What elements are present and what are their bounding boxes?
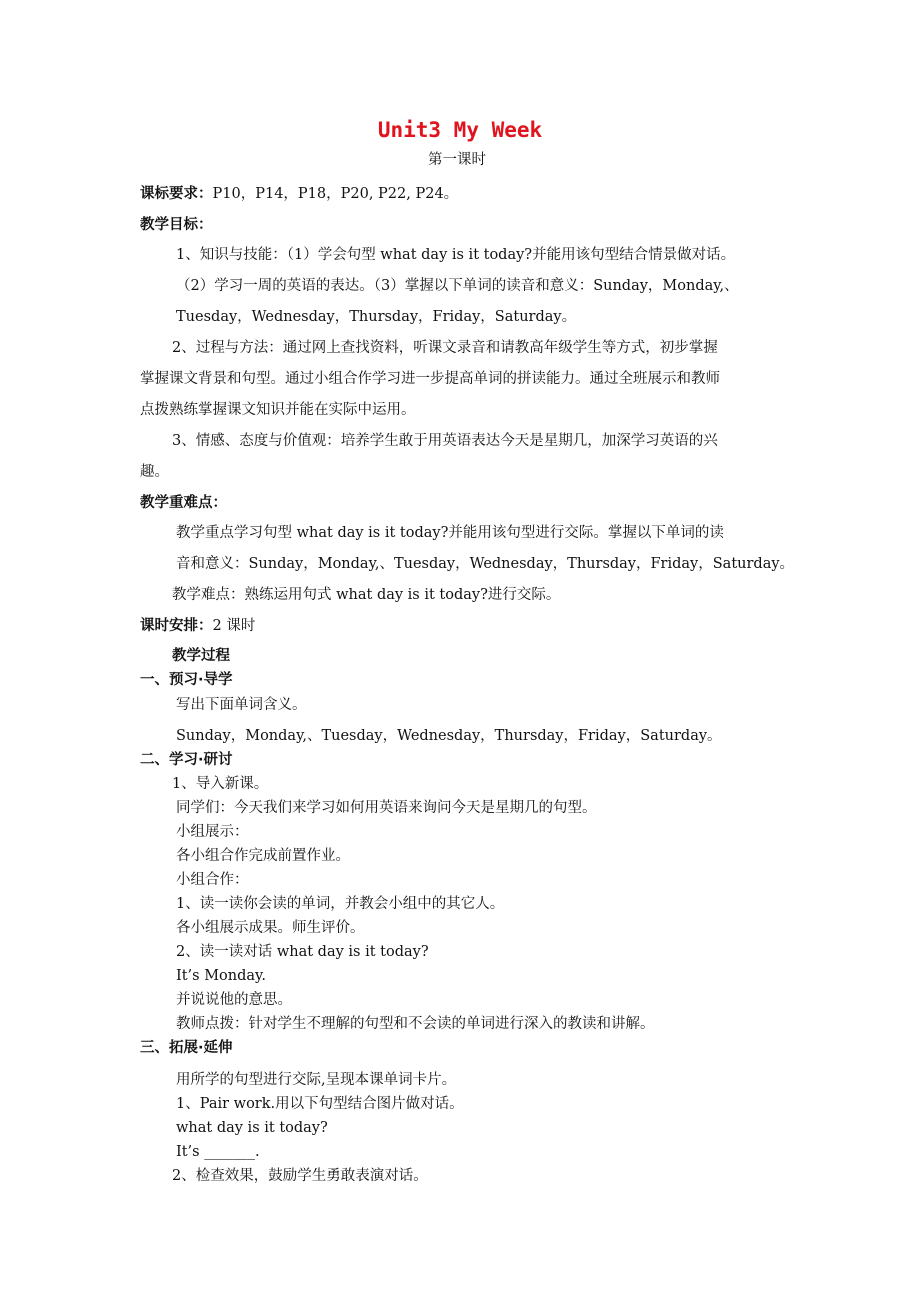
section-line: 各小组展示成果。师生评价。 <box>176 920 365 936</box>
section-line: 同学们：今天我们来学习如何用英语来询问今天是星期几的句型。 <box>176 800 597 816</box>
key-point-line: 音和意义：Sunday，Monday,、Tuesday，Wednesday，Thursday，Friday，Saturday。 <box>176 556 795 572</box>
key-point-line: 教学重点学习句型 what day is it today?并能用该句型进行交际。掌握以下单词的读 <box>176 525 724 541</box>
objective-line: Tuesday，Wednesday，Thursday，Friday，Saturday。 <box>176 309 577 325</box>
objective-line: 掌握课文背景和句型。通过小组合作学习进一步提高单词的拼读能力。通过全班展示和教师 <box>140 371 720 387</box>
section-line: what day is it today? <box>176 1120 328 1136</box>
section-line: 小组合作： <box>176 872 249 888</box>
section-line: 2、检查效果，鼓励学生勇敢表演对话。 <box>172 1168 428 1184</box>
section-line: 小组展示： <box>176 824 249 840</box>
curriculum-text: P10，P14，P18，P20, P22, P24。 <box>212 186 459 202</box>
objective-line: 1、知识与技能：（1）学会句型 what day is it today?并能用该句型结合情景做对话。 <box>176 247 736 263</box>
schedule-line <box>140 617 255 635</box>
section-line: It’s _______. <box>176 1144 260 1160</box>
section-line: Sunday，Monday,、Tuesday，Wednesday，Thursday，Friday，Saturday。 <box>176 728 722 744</box>
section-line: 用所学的句型进行交际,呈现本课单词卡片。 <box>176 1072 457 1088</box>
section-line: 1、读一读你会读的单词，并教会小组中的其它人。 <box>176 896 505 912</box>
section-heading: 三、拓展·延伸 <box>140 1040 233 1056</box>
objective-line: （2）学习一周的英语的表达。（3）掌握以下单词的读音和意义：Sunday，Monday,、 <box>176 278 739 294</box>
section-heading: 二、学习·研讨 <box>140 752 233 768</box>
section-line: 教师点拨：针对学生不理解的句型和不会读的单词进行深入的教读和讲解。 <box>176 1016 655 1032</box>
process-heading: 教学过程 <box>172 648 230 664</box>
objective-line: 点拨熟练掌握课文知识并能在实际中运用。 <box>140 402 416 418</box>
document-title: Unit3 My Week <box>377 118 543 142</box>
objective-line: 2、过程与方法：通过网上查找资料，听课文录音和请教高年级学生等方式，初步掌握 <box>172 340 718 356</box>
objectives-heading: 教学目标： <box>140 217 213 233</box>
key-point-line: 教学难点：熟练运用句式 what day is it today?进行交际。 <box>172 587 561 603</box>
objective-line: 3、情感、态度与价值观：培养学生敢于用英语表达今天是星期几，加深学习英语的兴 <box>172 433 718 449</box>
schedule-label: 课时安排： <box>140 618 213 634</box>
section-line: 1、Pair work.用以下句型结合图片做对话。 <box>176 1096 464 1112</box>
section-heading: 一、预习·导学 <box>140 672 233 688</box>
section-line: 1、导入新课。 <box>172 776 269 792</box>
section-line: It’s Monday. <box>176 968 266 984</box>
lesson-subtitle: 第一课时 <box>428 152 486 168</box>
section-line: 各小组合作完成前置作业。 <box>176 848 350 864</box>
objective-line: 趣。 <box>140 464 169 480</box>
section-line: 写出下面单词含义。 <box>176 697 307 713</box>
schedule-text: 2 课时 <box>212 618 256 634</box>
section-line: 并说说他的意思。 <box>176 992 292 1008</box>
section-line: 2、读一读对话 what day is it today? <box>176 944 429 960</box>
key-points-heading: 教学重难点： <box>140 495 227 511</box>
curriculum-label: 课标要求： <box>140 186 213 202</box>
curriculum-line <box>140 185 458 203</box>
